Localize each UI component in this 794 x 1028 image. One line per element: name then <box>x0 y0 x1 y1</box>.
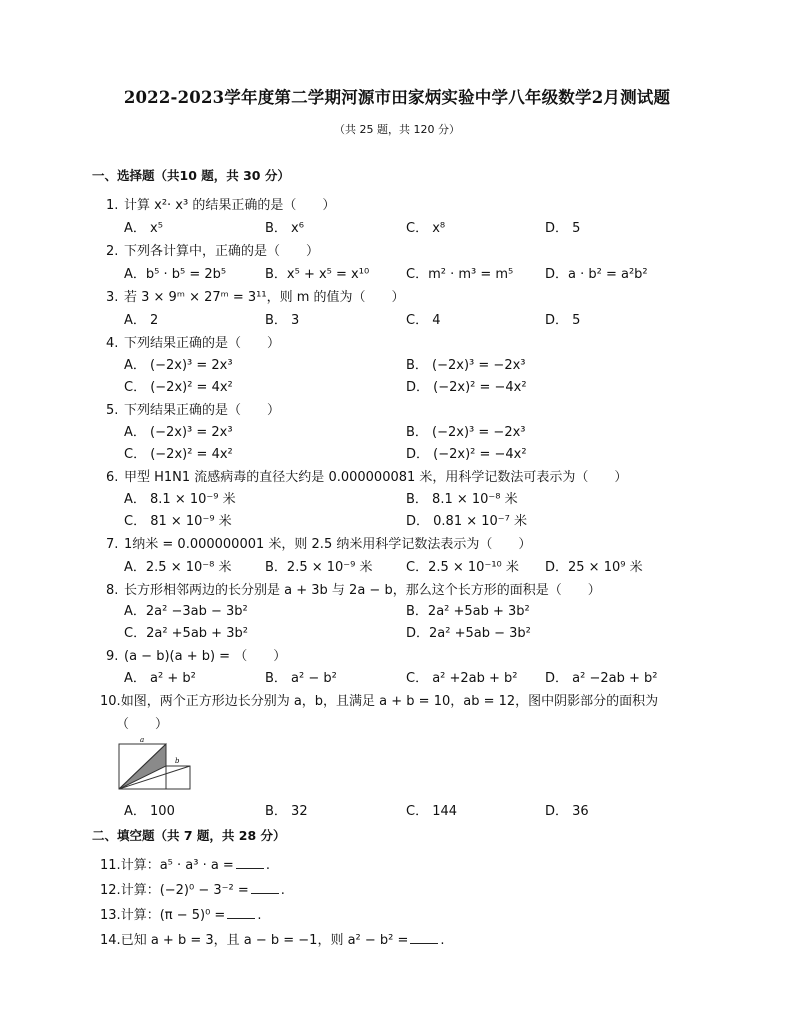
q6-option-a: A． 8.1 × 10⁻⁹ 米 <box>124 492 236 507</box>
label-b: b <box>175 757 180 765</box>
q7-option-d: D．25 × 10⁹ 米 <box>545 560 643 575</box>
section-choice-title: 一、选择题（共10 题，共 30 分） <box>92 168 290 183</box>
question-number: 11. <box>100 858 121 873</box>
question-text: 1纳米 = 0.000000001 米，则 2.5 纳米用科学记数法表示为（ ） <box>124 537 532 552</box>
question-number: 3. <box>106 290 119 305</box>
period: . <box>257 908 262 923</box>
question-number: 4. <box>106 336 119 351</box>
q8-option-b: B．2a² +5ab + 3b² <box>406 604 530 619</box>
question-text: 若 3 × 9ᵐ × 27ᵐ = 3¹¹，则 m 的值为（ ） <box>124 290 405 305</box>
q9-option-d: D． a² −2ab + b² <box>545 671 658 686</box>
q3-option-a: A． 2 <box>124 313 159 328</box>
q6-option-c: C． 81 × 10⁻⁹ 米 <box>124 514 232 529</box>
q10-option-c: C． 144 <box>406 804 458 819</box>
q5-option-b: B． (−2x)³ = −2x³ <box>406 425 526 440</box>
question-text: (a − b)(a + b) = （ ） <box>124 649 287 664</box>
question-number: 1. <box>106 198 119 213</box>
answer-blank[interactable] <box>227 906 255 919</box>
q7-option-b: B．2.5 × 10⁻⁹ 米 <box>265 560 373 575</box>
period: . <box>265 858 270 873</box>
question-2 <box>106 240 319 259</box>
question-6 <box>106 466 627 485</box>
question-3 <box>106 286 405 305</box>
q5-option-a: A． (−2x)³ = 2x³ <box>124 425 233 440</box>
q10-option-a: A． 100 <box>124 804 175 819</box>
q10-option-b: B． 32 <box>265 804 308 819</box>
q9-option-c: C． a² +2ab + b² <box>406 671 518 686</box>
question-text: 长方形相邻两边的长分别是 a + 3b 与 2a − b，那么这个长方形的面积是（ ） <box>124 583 601 598</box>
question-10-paren: （ ） <box>116 717 169 732</box>
question-5 <box>106 399 280 418</box>
q6-option-d: D． 0.81 × 10⁻⁷ 米 <box>406 514 527 529</box>
question-10 <box>100 690 658 709</box>
question-14 <box>100 929 445 948</box>
question-number: 10. <box>100 694 121 709</box>
question-11 <box>100 854 270 873</box>
question-text: 如图，两个正方形边长分别为 a，b，且满足 a + b = 10，ab = 12，图中阴影部分的面积为 <box>120 694 659 709</box>
answer-blank[interactable] <box>410 931 438 944</box>
question-text: 计算 x²· x³ 的结果正确的是（ ） <box>124 198 336 213</box>
q9-option-b: B． a² − b² <box>265 671 337 686</box>
page-subtitle: （共 25 题，共 120 分） <box>334 123 460 136</box>
question-number: 13. <box>100 908 121 923</box>
question-number: 7. <box>106 537 119 552</box>
question-9 <box>106 645 286 664</box>
question-1 <box>106 194 335 213</box>
q7-option-c: C．2.5 × 10⁻¹⁰ 米 <box>406 560 519 575</box>
answer-blank[interactable] <box>236 856 264 869</box>
q2-option-c: C．m² · m³ = m⁵ <box>406 267 514 282</box>
question-13 <box>100 904 261 923</box>
q4-option-a: A． (−2x)³ = 2x³ <box>124 358 233 373</box>
q5-option-d: D． (−2x)² = −4x² <box>406 447 527 462</box>
question-text: 下列结果正确的是（ ） <box>124 336 281 351</box>
q2-option-d: D．a · b² = a²b² <box>545 267 648 282</box>
question-number: 8. <box>106 583 119 598</box>
q8-option-d: D．2a² +5ab − 3b² <box>406 626 531 641</box>
q3-option-c: C． 4 <box>406 313 441 328</box>
question-number: 14. <box>100 933 121 948</box>
question-number: 9. <box>106 649 119 664</box>
period: . <box>440 933 445 948</box>
page-title: 2022-2023学年度第二学期河源市田家炳实验中学八年级数学2月测试题 <box>123 88 671 107</box>
section-fill-title: 二、填空题（共 7 题，共 28 分） <box>92 828 286 843</box>
answer-blank[interactable] <box>251 881 279 894</box>
q8-option-a: A．2a² −3ab − 3b² <box>124 604 248 619</box>
question-number: 12. <box>100 883 121 898</box>
q7-option-a: A．2.5 × 10⁻⁸ 米 <box>124 560 232 575</box>
question-number: 6. <box>106 470 119 485</box>
label-a: a <box>140 736 145 744</box>
question-text: 甲型 H1N1 流感病毒的直径大约是 0.000000081 米，用科学记数法可表示为（ ） <box>124 470 628 485</box>
q10-option-d: D． 36 <box>545 804 589 819</box>
squares-figure <box>118 736 194 792</box>
question-text: 计算：(π − 5)⁰ = <box>120 908 226 923</box>
question-7 <box>106 533 531 552</box>
q1-option-a: A． x⁵ <box>124 221 163 236</box>
q6-option-b: B． 8.1 × 10⁻⁸ 米 <box>406 492 518 507</box>
question-number: 2. <box>106 244 119 259</box>
question-text: 下列结果正确的是（ ） <box>124 403 281 418</box>
period: . <box>280 883 285 898</box>
q2-option-b: B．x⁵ + x⁵ = x¹⁰ <box>265 267 370 282</box>
q1-option-b: B． x⁶ <box>265 221 304 236</box>
question-text: 计算：a⁵ · a³ · a = <box>120 858 234 873</box>
question-4 <box>106 332 280 351</box>
question-text: 下列各计算中，正确的是（ ） <box>124 244 320 259</box>
question-12 <box>100 879 285 898</box>
q2-option-a: A．b⁵ · b⁵ = 2b⁵ <box>124 267 227 282</box>
q3-option-d: D． 5 <box>545 313 581 328</box>
question-number: 5. <box>106 403 119 418</box>
q1-option-c: C． x⁸ <box>406 221 446 236</box>
q5-option-c: C． (−2x)² = 4x² <box>124 447 233 462</box>
question-8 <box>106 579 601 598</box>
q4-option-d: D． (−2x)² = −4x² <box>406 380 527 395</box>
q1-option-d: D． 5 <box>545 221 581 236</box>
question-text: 计算：(−2)⁰ − 3⁻² = <box>120 883 249 898</box>
q4-option-b: B． (−2x)³ = −2x³ <box>406 358 526 373</box>
q9-option-a: A． a² + b² <box>124 671 196 686</box>
question-text: 已知 a + b = 3，且 a − b = −1，则 a² − b² = <box>120 933 409 948</box>
q8-option-c: C．2a² +5ab + 3b² <box>124 626 248 641</box>
q3-option-b: B． 3 <box>265 313 300 328</box>
q4-option-c: C． (−2x)² = 4x² <box>124 380 233 395</box>
